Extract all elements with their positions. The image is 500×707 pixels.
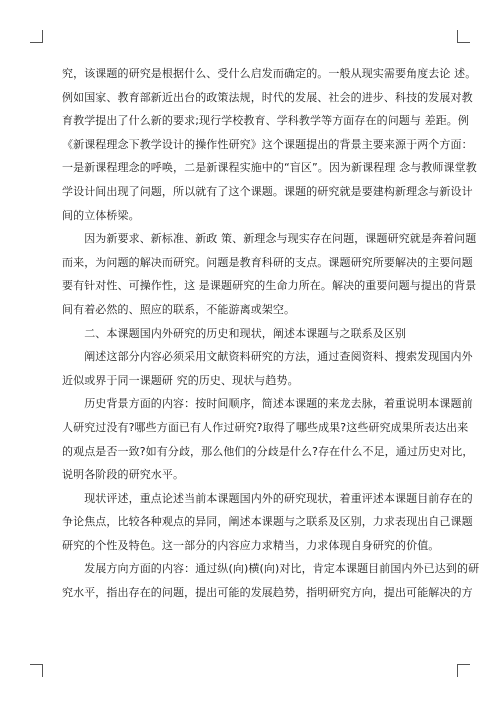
crop-mark-top-right: [457, 30, 470, 43]
text-line: 间的立体桥梁。: [62, 208, 140, 222]
crop-mark-top-left: [30, 30, 43, 43]
crop-mark-bottom-right: [457, 664, 470, 677]
text-line: 研究的个性及特色。这一部分的内容应力求精当，力求体现自身研究的价值。: [62, 538, 440, 552]
text-line: 《新课程理念下教学设计的操作性研究》这个课题提出的背景主要来源于两个方面：: [62, 137, 473, 151]
text-line: 究，该课题的研究是根据什么、受什么启发而确定的。一般从现实需要角度去论 述。: [62, 67, 477, 80]
text-line: 现状评述，重点论述当前本课题国内外的研究现状，着重评述本课题目前存在的: [62, 491, 473, 505]
heading-line: 二、本课题国内外研究的历史和现状，阐述本课题与之联系及区别: [62, 326, 407, 340]
text-line: 一是新课程理念的呼唤，二是新课程实施中的“盲区”。因为新课程理 念与教师课堂教: [62, 161, 477, 175]
paragraph-history: [62, 392, 474, 486]
text-line: 历史背景方面的内容：按时间顺序，简述本课题的来龙去脉，着重说明本课题前: [62, 397, 473, 411]
text-line: 例如国家、教育部新近出台的政策法规，时代的发展、社会的进步、科技的发展对教: [62, 90, 473, 104]
text-line: 要有针对性、可操作性，这 是课题研究的生命力所在。解决的重要问题与提出的背景: [62, 279, 477, 293]
paragraph-method: [62, 345, 473, 392]
document-body: [62, 62, 480, 605]
paragraph-direction: [62, 557, 480, 604]
paragraph-background: [62, 62, 477, 227]
text-line: 说明各阶段的研究水平。: [62, 468, 185, 482]
text-line: 人研究过没有?哪些方面已有人作过研究?取得了哪些成果?这些研究成果所表达出来: [62, 420, 469, 434]
crop-mark-bottom-left: [30, 664, 43, 677]
paragraph-problem: [62, 227, 477, 321]
paragraph-status: [62, 487, 473, 558]
text-line: 因为新要求、新标准、新政 策、新理念与现实存在问题，课题研究就是奔着问题: [62, 232, 477, 246]
text-line: 近似或界于同一课题研 究的历史、现状与趋势。: [62, 373, 299, 387]
text-line: 阐述这部分内容必须采用文献资料研究的方法，通过查阅资料、搜索发现国内外: [62, 350, 473, 364]
text-line: 的观点是否一致?如有分歧，那么他们的分歧是什么?存在什么不足，通过历史对比，: [62, 444, 474, 458]
text-line: 育教学提出了什么新的要求;现行学校教育、学科教学等方面存在的问题与 差距。例: [62, 114, 469, 128]
text-line: 学设计间出现了问题，所以就有了这个课题。课题的研究就是要建构新理念与新设计: [62, 184, 473, 198]
text-line: 究水平，指出存在的问题，提出可能的发展趋势，指明研究方向，提出可能解决的方: [62, 586, 473, 600]
text-line: 间有着必然的、照应的联系，不能游离或架空。: [62, 302, 296, 316]
text-line: 争论焦点，比较各种观点的异同，阐述本课题与之联系及区别，力求表现出自己课题: [62, 515, 473, 529]
text-line: 发展方向方面的内容：通过纵(向)横(向)对比，肯定本课题目前国内外已达到的研: [62, 562, 480, 576]
text-line: 而来，为问题的解决而研究。问题是教育科研的支点。课题研究所要解决的主要问题: [62, 255, 473, 269]
section-heading: [62, 322, 440, 346]
